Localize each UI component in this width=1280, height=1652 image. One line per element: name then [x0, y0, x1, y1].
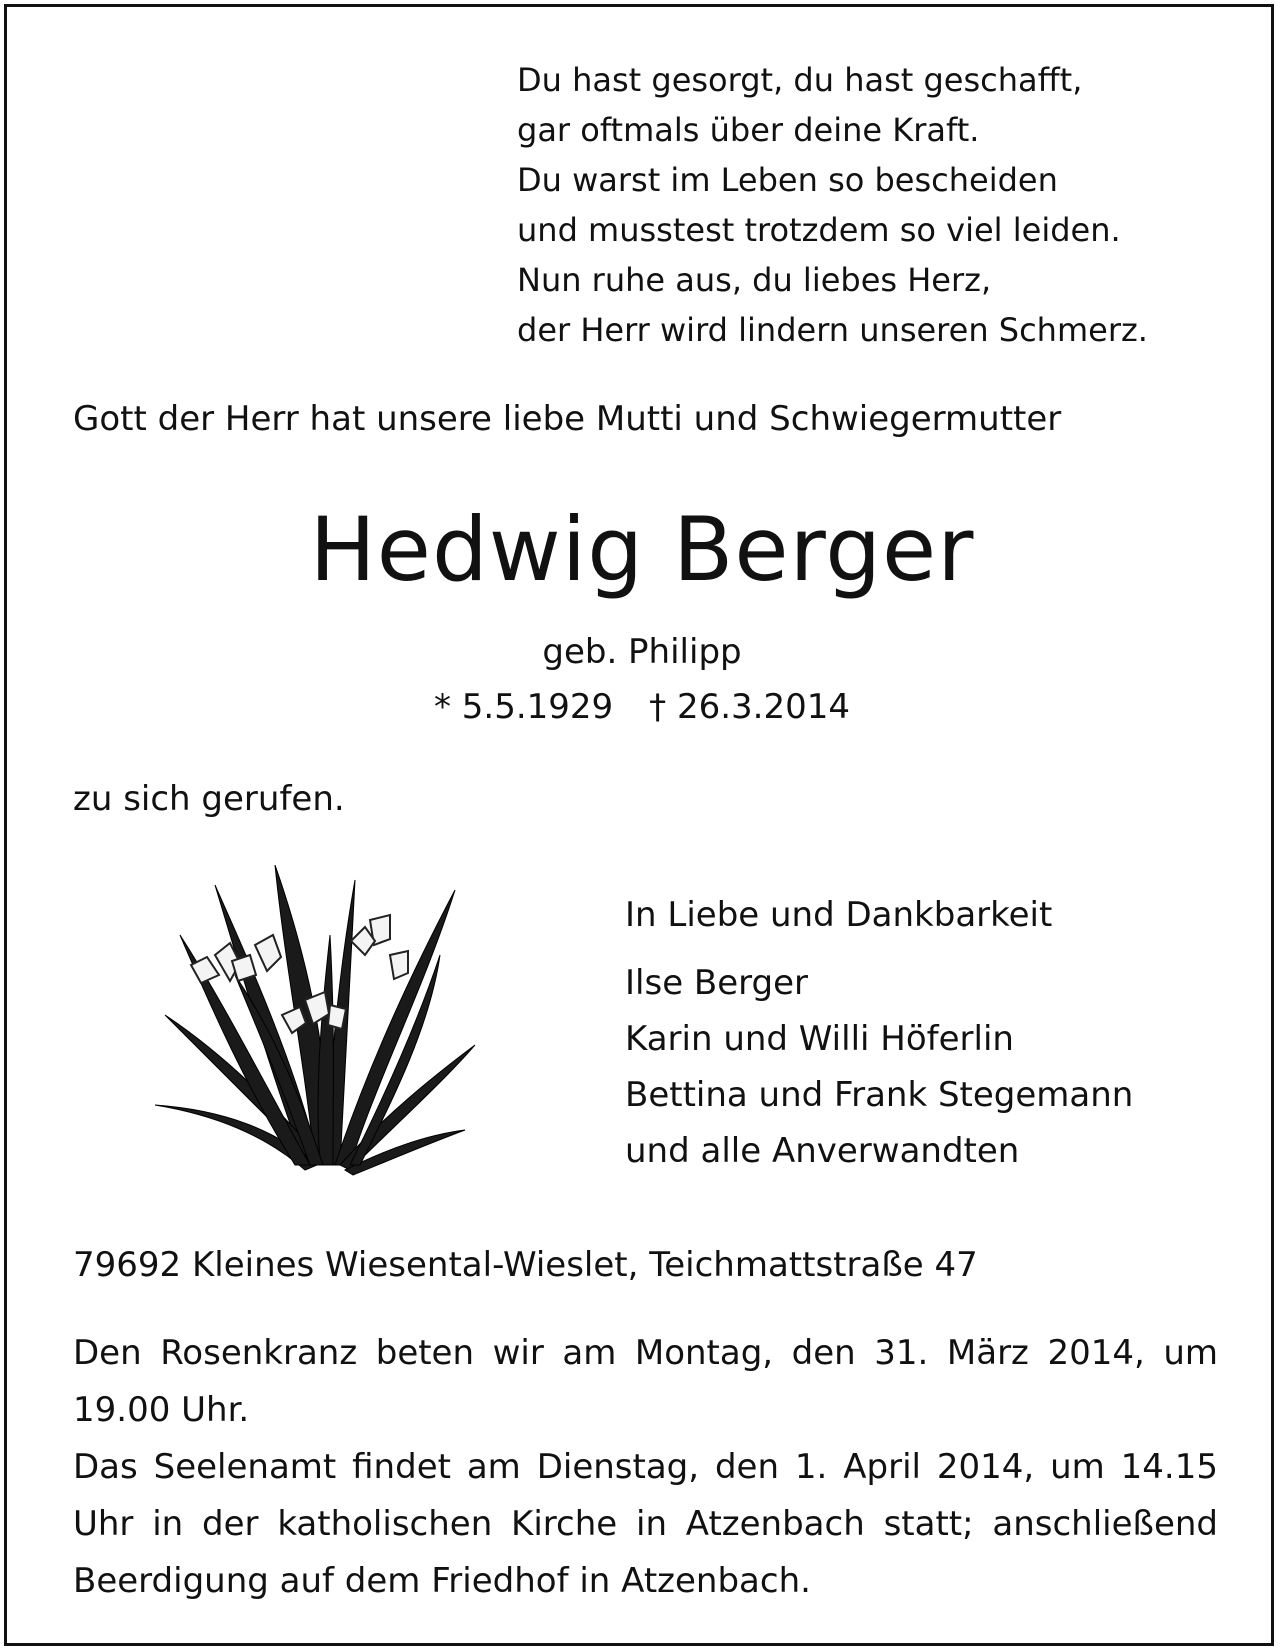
- poem-line: Du hast gesorgt, du hast geschafft,: [517, 61, 1083, 99]
- deceased-name: Hedwig Berger: [309, 498, 975, 601]
- requiem-info: Das Seelenamt findet am Dienstag, den 1. April 2014, um 14.15 Uhr in der katholischen Kirche in Atzenbach statt; anschließend Beerdigung auf dem Friedhof in Atzenbach.: [73, 1447, 1218, 1601]
- intro-text: Gott der Herr hat unsere liebe Mutti und Schwiegermutter: [73, 399, 1062, 439]
- poem: [517, 55, 1217, 355]
- mourner-name: und alle Anverwandten: [625, 1131, 1020, 1171]
- birth-name: geb. Philipp: [542, 632, 742, 672]
- poem-line: der Herr wird lindern unseren Schmerz.: [517, 311, 1148, 349]
- poem-line: gar oftmals über deine Kraft.: [517, 111, 980, 149]
- poem-line: Du warst im Leben so bescheiden: [517, 161, 1058, 199]
- mourners: [625, 887, 1133, 1179]
- obituary-frame: [4, 4, 1274, 1646]
- address: 79692 Kleines Wiesental-Wieslet, Teichmattstraße 47: [73, 1245, 978, 1285]
- birth-date: * 5.5.1929: [433, 687, 614, 727]
- snowdrop-flowers-icon: [155, 865, 485, 1183]
- mourner-name: Bettina und Frank Stegemann: [625, 1075, 1134, 1115]
- death-date: † 26.3.2014: [649, 687, 851, 727]
- mourner-name: Ilse Berger: [625, 963, 809, 1003]
- poem-line: und musstest trotzdem so viel leiden.: [517, 211, 1121, 249]
- called-text: zu sich gerufen.: [73, 779, 345, 819]
- poem-line: Nun ruhe aus, du liebes Herz,: [517, 261, 992, 299]
- mourners-heading: In Liebe und Dankbarkeit: [625, 895, 1053, 935]
- life-dates: [7, 687, 1277, 727]
- rosary-info: Den Rosenkranz beten wir am Montag, den 31. März 2014, um 19.00 Uhr.: [73, 1333, 1218, 1430]
- service-info: [73, 1325, 1218, 1610]
- mourner-name: Karin und Willi Höferlin: [625, 1019, 1014, 1059]
